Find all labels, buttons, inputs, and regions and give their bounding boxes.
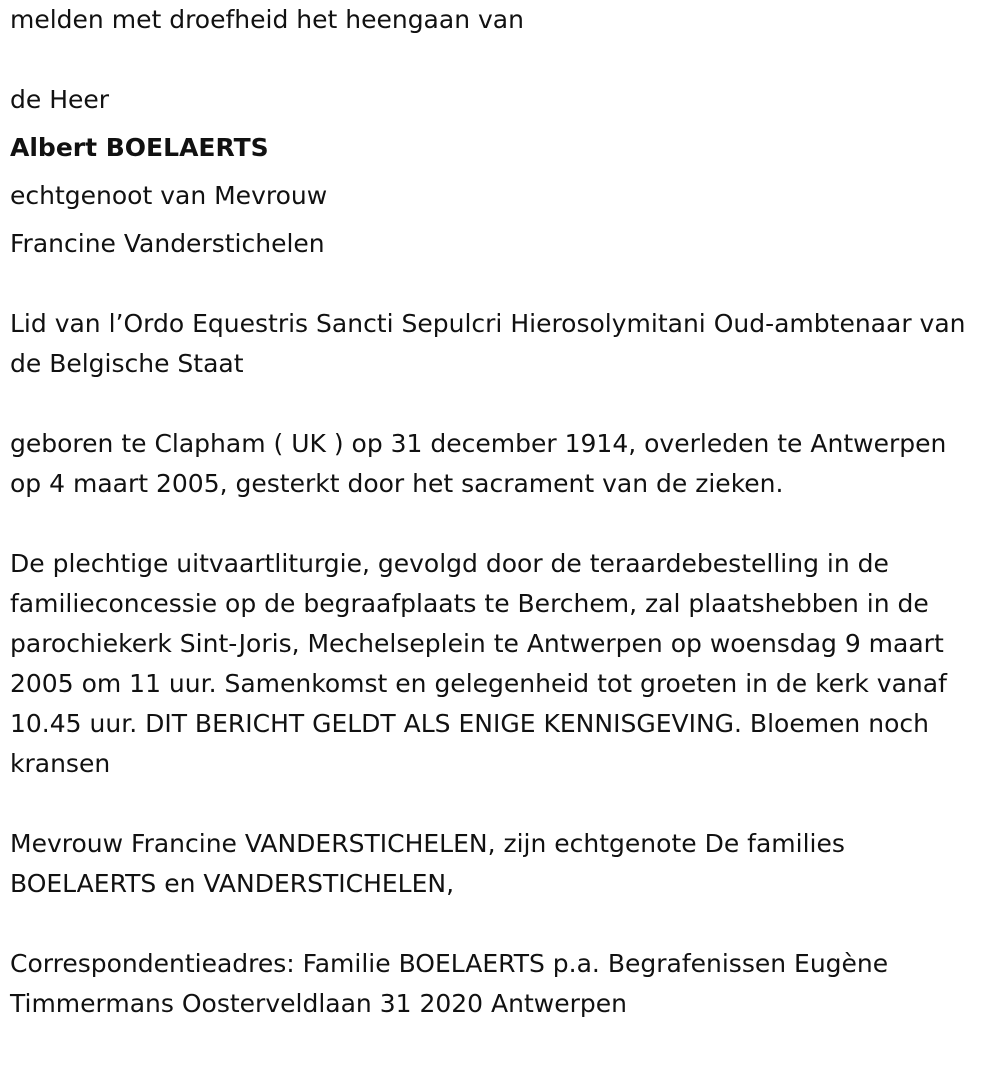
family-text: Mevrouw Francine VANDERSTICHELEN, zijn echtgenote De families BOELAERTS en VANDERSTICHELEN, — [10, 829, 845, 898]
birth-death-text: geboren te Clapham ( UK ) op 31 december 1914, overleden te Antwerpen op 4 maart 2005, gesterkt door het sacrament van de zieken. — [10, 429, 947, 498]
spouse-relation-text: echtgenoot van Mevrouw — [10, 181, 328, 210]
deceased-name: Albert BOELAERTS — [10, 133, 269, 162]
affiliation-text: Lid van l’Ordo Equestris Sancti Sepulcri Hierosolymitani Oud-ambtenaar van de Belgische Staat — [10, 309, 966, 378]
line-spacer — [10, 216, 985, 224]
obituary-notice — [10, 0, 985, 1024]
correspondence-address: Correspondentieadres: Familie BOELAERTS p.a. Begrafenissen Eugène Timmermans Oosterveldlaan 31 2020 Antwerpen — [10, 949, 889, 1018]
funeral-details-text: De plechtige uitvaartliturgie, gevolgd door de teraardebestelling in de familieconcessie op de begraafplaats te Berchem, zal plaatshebben in de parochiekerk Sint-Joris, Mechelseplein te Antwerpen op woensdag 9 maart 2005 om 11 uur. Samenkomst en gelegenheid tot groeten in de kerk vanaf 10.45 uur. DIT BERICHT GELDT ALS ENIGE KENNISGEVING. Bloemen noch kransen — [10, 549, 947, 778]
paragraph-spacer — [10, 784, 985, 824]
paragraph-spacer — [10, 40, 985, 80]
line-spacer — [10, 120, 985, 128]
paragraph-spacer — [10, 384, 985, 424]
salutation-text: de Heer — [10, 85, 110, 114]
paragraph-spacer — [10, 504, 985, 544]
line-spacer — [10, 168, 985, 176]
spouse-name: Francine Vanderstichelen — [10, 229, 325, 258]
paragraph-spacer — [10, 904, 985, 944]
intro-text: melden met droefheid het heengaan van — [10, 5, 524, 34]
paragraph-spacer — [10, 264, 985, 304]
